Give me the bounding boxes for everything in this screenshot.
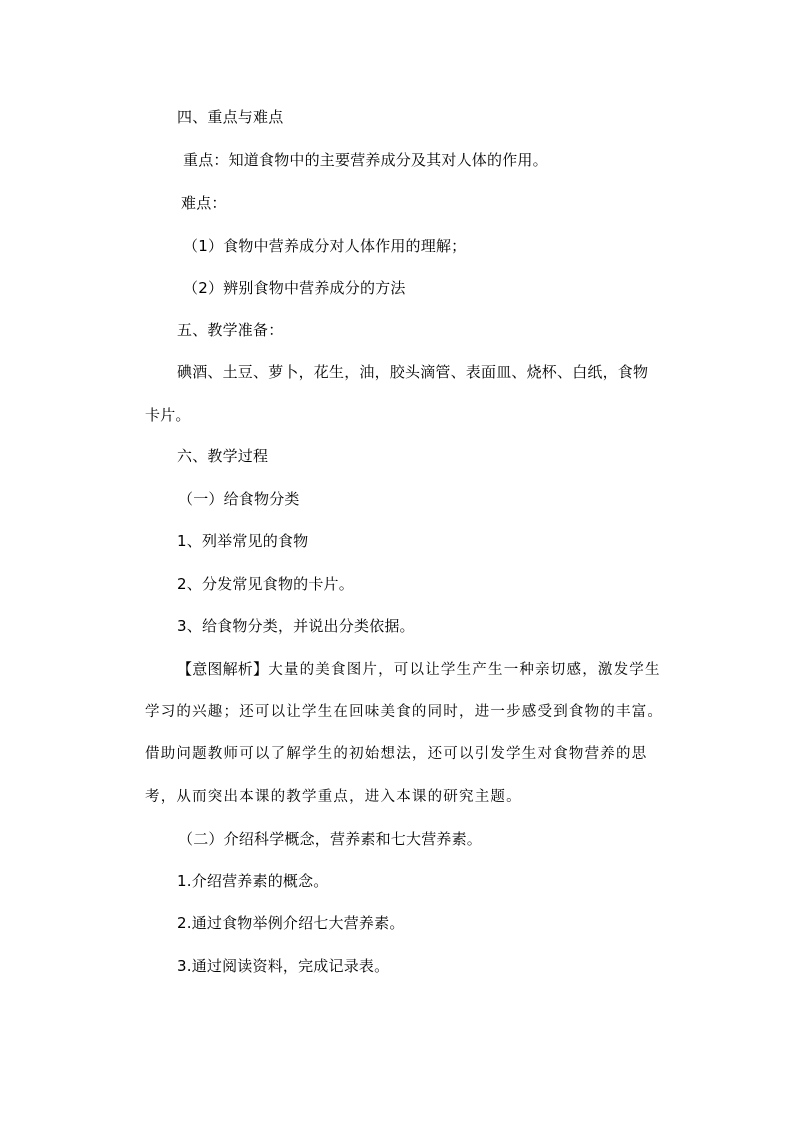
intent-analysis-line-2: 学习的兴趣；还可以让学生在回味美食的同时，进一步感受到食物的丰富。 [145, 704, 664, 720]
section-4-heading: 四、重点与难点 [177, 108, 284, 126]
materials-line-2: 卡片。 [145, 406, 191, 424]
part-2-step-2: 2.通过食物举例介绍七大营养素。 [177, 914, 405, 932]
intent-analysis-label: 【意图解析】 [177, 660, 269, 678]
part-2-heading: （二）介绍科学概念，营养素和七大营养素。 [178, 830, 483, 848]
section-6-heading: 六、教学过程 [177, 447, 269, 465]
difficulty-item-2: （2）辨别食物中营养成分的方法 [183, 279, 406, 297]
difficulty-label: 难点： [181, 194, 227, 212]
section-5-heading: 五、教学准备： [177, 321, 284, 339]
key-point-text: 重点：知道食物中的主要营养成分及其对人体的作用。 [183, 151, 548, 169]
part-1-step-1: 1、列举常见的食物 [177, 532, 309, 550]
part-2-step-3: 3.通过阅读资料，完成记录表。 [177, 957, 390, 975]
intent-analysis-line-3: 借助问题教师可以了解学生的初始想法，还可以引发学生对食物营养的思 [145, 746, 648, 762]
difficulty-item-1: （1）食物中营养成分对人体作用的理解； [183, 237, 467, 255]
part-1-heading: （一）给食物分类 [178, 490, 300, 508]
materials-line-1: 碘酒、土豆、萝卜，花生，油，胶头滴管、表面皿、烧杯、白纸，食物 [177, 363, 649, 381]
intent-analysis-line-1 [177, 659, 661, 680]
part-1-step-3: 3、给食物分类，并说出分类依据。 [177, 617, 415, 635]
part-1-step-2: 2、分发常见食物的卡片。 [177, 575, 354, 593]
intent-analysis-line-4: 考，从而突出本课的教学重点，进入本课的研究主题。 [145, 789, 522, 805]
part-2-step-1: 1.介绍营养素的概念。 [177, 872, 329, 890]
intent-analysis-text: 大量的美食图片，可以让学生产生一种亲切感，激发学生 [268, 662, 661, 678]
